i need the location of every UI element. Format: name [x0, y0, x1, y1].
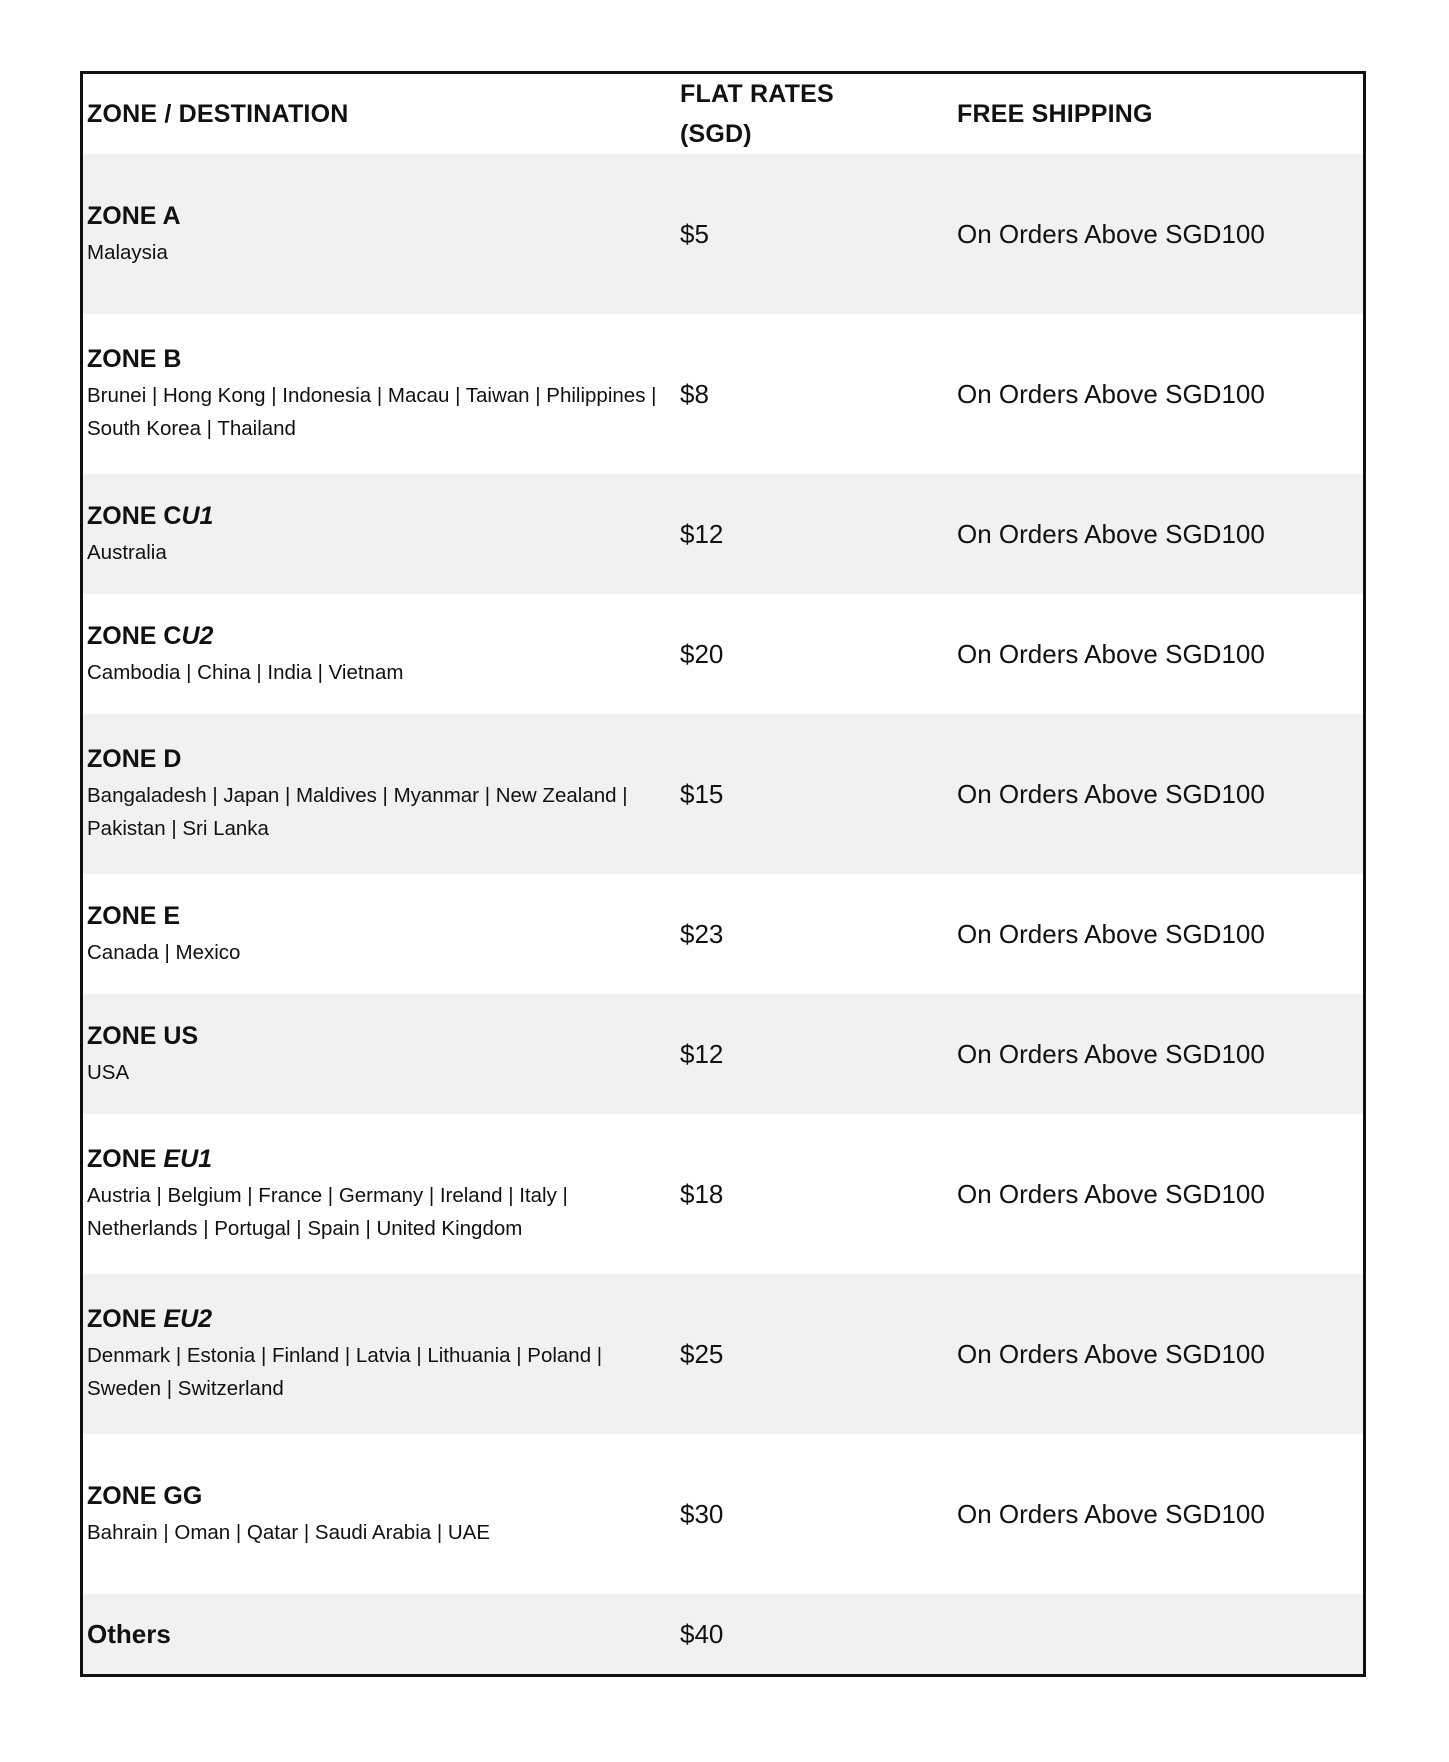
flat-rate: $20 [680, 639, 724, 669]
flat-rate: $5 [680, 219, 709, 249]
zone-title: ZONE D [87, 745, 182, 773]
zone-countries: Bahrain | Oman | Qatar | Saudi Arabia | UAE [87, 1520, 491, 1544]
table-header-row [83, 74, 1363, 154]
free-shipping-condition: On Orders Above SGD100 [957, 1339, 1265, 1369]
zone-title: ZONE US [87, 1021, 199, 1050]
table-row [83, 714, 1363, 874]
zone-title: ZONE EU2 [87, 1305, 213, 1333]
zone-countries: USA [87, 1060, 130, 1084]
flat-rate: $25 [680, 1339, 724, 1369]
free-shipping-condition: On Orders Above SGD100 [957, 639, 1265, 669]
table-row [83, 154, 1363, 314]
free-shipping-condition: On Orders Above SGD100 [957, 779, 1265, 809]
flat-rate: $30 [680, 1499, 724, 1529]
zone-countries: Cambodia | China | India | Vietnam [87, 660, 404, 684]
flat-rate: $8 [680, 379, 709, 409]
table-row [83, 1114, 1363, 1274]
flat-rate: $15 [680, 779, 724, 809]
flat-rate: $23 [680, 919, 724, 949]
header-zone-destination: ZONE / DESTINATION [87, 100, 349, 128]
zone-title: ZONE B [87, 345, 182, 373]
flat-rate: $12 [680, 519, 724, 549]
header-free-shipping: FREE SHIPPING [957, 100, 1153, 128]
free-shipping-condition: On Orders Above SGD100 [957, 219, 1265, 249]
zone-countries: Malaysia [87, 240, 168, 264]
flat-rate: $18 [680, 1179, 724, 1209]
zone-title: ZONE CU1 [87, 501, 214, 530]
flat-rate: $40 [680, 1619, 724, 1649]
zone-countries: Bangaladesh | Japan | Maldives | Myanmar | New Zealand | Pakistan | Sri Lanka [87, 784, 628, 840]
zone-countries: Austria | Belgium | France | Germany | Ireland | Italy | Netherlands | Portugal | Spain | United Kingdom [87, 1184, 568, 1240]
free-shipping-condition: On Orders Above SGD100 [957, 1499, 1265, 1529]
free-shipping-condition: On Orders Above SGD100 [957, 919, 1265, 949]
zone-countries: Canada | Mexico [87, 940, 241, 964]
free-shipping-condition: On Orders Above SGD100 [957, 1179, 1265, 1209]
table-row [83, 1434, 1363, 1594]
zone-title: ZONE EU1 [87, 1145, 213, 1173]
zone-title: ZONE GG [87, 1481, 203, 1510]
table-row [83, 874, 1363, 994]
table-row [83, 1274, 1363, 1434]
table-row [83, 314, 1363, 474]
table-row [83, 594, 1363, 714]
table-row [83, 994, 1363, 1114]
free-shipping-condition: On Orders Above SGD100 [957, 519, 1265, 549]
zone-countries: Australia [87, 540, 167, 564]
table-row-others [83, 1594, 1363, 1674]
zone-title: ZONE E [87, 901, 181, 930]
flat-rate: $12 [680, 1039, 724, 1069]
header-flat-rates: FLAT RATES (SGD) [680, 80, 834, 148]
free-shipping-condition: On Orders Above SGD100 [957, 379, 1265, 409]
table-row [83, 474, 1363, 594]
others-title: Others [87, 1619, 171, 1649]
shipping-rates-table [80, 71, 1366, 1677]
zone-countries: Brunei | Hong Kong | Indonesia | Macau | Taiwan | Philippines | South Korea | Thailand [87, 384, 657, 440]
zone-title: ZONE CU2 [87, 621, 214, 650]
zone-title: ZONE A [87, 201, 181, 230]
free-shipping-condition: On Orders Above SGD100 [957, 1039, 1265, 1069]
zone-countries: Denmark | Estonia | Finland | Latvia | Lithuania | Poland | Sweden | Switzerland [87, 1344, 603, 1400]
